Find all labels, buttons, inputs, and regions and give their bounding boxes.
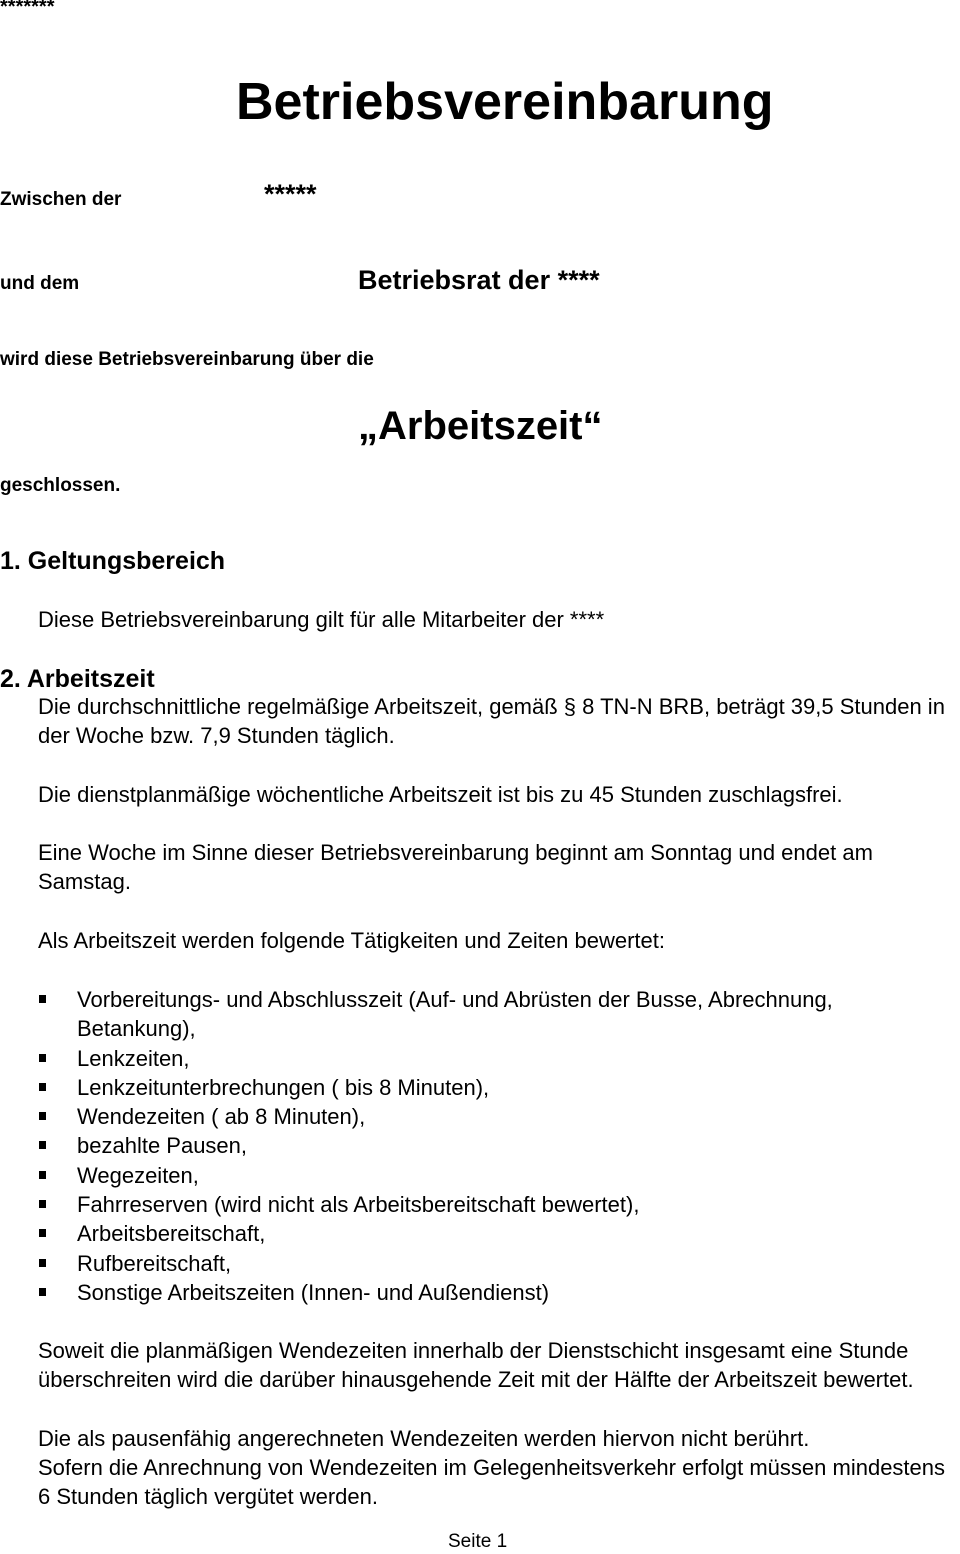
- list-item: Sonstige Arbeitszeiten (Innen- und Außendienst): [38, 1278, 957, 1307]
- about-label: wird diese Betriebsvereinbarung über die: [0, 349, 374, 370]
- charter-traffic-paragraph: Sofern die Anrechnung von Wendezeiten im Gelegenheitsverkehr erfolgt müssen mindestens 6 Stunden täglich vergütet werden.: [38, 1455, 946, 1509]
- list-item: Arbeitsbereitschaft,: [38, 1219, 957, 1248]
- second-party: Betriebsrat der ****: [358, 265, 600, 295]
- page-number: Seite 1: [448, 1531, 508, 1552]
- section-heading-arbeitszeit: 2. Arbeitszeit: [0, 665, 155, 693]
- square-bullet-icon: [39, 1083, 46, 1091]
- square-bullet-icon: [39, 1259, 46, 1267]
- square-bullet-icon: [39, 1141, 46, 1149]
- working-time-activities-list: [38, 985, 957, 1307]
- square-bullet-icon: [39, 1288, 46, 1296]
- list-item: Rufbereitschaft,: [38, 1249, 957, 1278]
- document-title: Betriebsvereinbarung: [236, 73, 774, 131]
- agreement-subject: „Arbeitszeit“: [358, 404, 603, 448]
- closed-label: geschlossen.: [0, 475, 121, 496]
- first-party: *****: [264, 179, 317, 209]
- square-bullet-icon: [39, 1200, 46, 1208]
- square-bullet-icon: [39, 995, 46, 1003]
- section-heading-geltungsbereich: 1. Geltungsbereich: [0, 547, 226, 575]
- between-label: Zwischen der: [0, 189, 122, 210]
- list-item: Lenkzeiten,: [38, 1044, 957, 1073]
- square-bullet-icon: [39, 1054, 46, 1062]
- list-item: Wendezeiten ( ab 8 Minuten),: [38, 1102, 957, 1131]
- and-label: und dem: [0, 273, 80, 294]
- week-definition-paragraph: Eine Woche im Sinne dieser Betriebsvereinbarung beginnt am Sonntag und endet am Samstag.: [38, 840, 873, 894]
- corner-mark: *******: [0, 0, 55, 18]
- list-item: Fahrreserven (wird nicht als Arbeitsbereitschaft bewertet),: [38, 1190, 957, 1219]
- working-time-paragraph: Die durchschnittliche regelmäßige Arbeitszeit, gemäß § 8 TN-N BRB, beträgt 39,5 Stunden in der Woche bzw. 7,9 Stunden täglich.: [38, 694, 945, 748]
- break-eligible-paragraph: Die als pausenfähig angerechneten Wendezeiten werden hiervon nicht berührt.: [38, 1426, 810, 1451]
- list-item: Vorbereitungs- und Abschlusszeit (Auf- und Abrüsten der Busse, Abrechnung, Betankung),: [38, 985, 957, 1044]
- scope-paragraph: Diese Betriebsvereinbarung gilt für alle Mitarbeiter der ****: [38, 607, 605, 632]
- list-item: Wegezeiten,: [38, 1161, 957, 1190]
- duty-schedule-paragraph: Die dienstplanmäßige wöchentliche Arbeitszeit ist bis zu 45 Stunden zuschlagsfrei.: [38, 782, 843, 807]
- activities-intro-paragraph: Als Arbeitszeit werden folgende Tätigkeiten und Zeiten bewertet:: [38, 928, 665, 953]
- list-item: Lenkzeitunterbrechungen ( bis 8 Minuten),: [38, 1073, 957, 1102]
- square-bullet-icon: [39, 1112, 46, 1120]
- square-bullet-icon: [39, 1229, 46, 1237]
- turnaround-time-paragraph: Soweit die planmäßigen Wendezeiten innerhalb der Dienstschicht insgesamt eine Stunde überschreiten wird die darüber hinausgehende Zeit mit der Hälfte der Arbeitszeit bewertet.: [38, 1338, 914, 1392]
- square-bullet-icon: [39, 1171, 46, 1179]
- list-item: bezahlte Pausen,: [38, 1131, 957, 1160]
